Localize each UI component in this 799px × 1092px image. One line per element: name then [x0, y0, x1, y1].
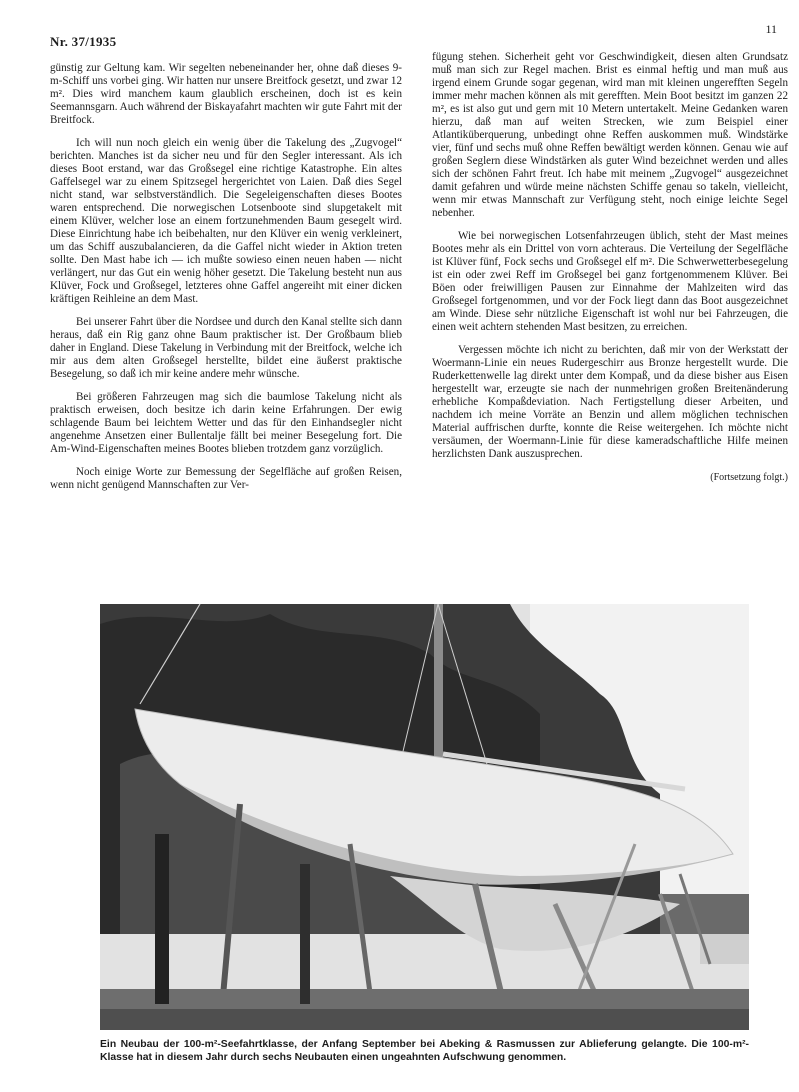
- right-column: [432, 51, 788, 484]
- paragraph: Noch einige Worte zur Bemessung der Segelfläche auf großen Reisen, wenn nicht genügend Mannschaften zur Ver-: [50, 466, 402, 491]
- paragraph: günstig zur Geltung kam. Wir segelten nebeneinander her, ohne daß dieses 9-m-Schiff uns vorbei ging. Wir hatten nur unsere Breitfock gesetzt, und zwar 12 m². Dies wird manchem kaum glaublich erscheinen, doch ist es kein Seemannsgarn. Auch während der Biskayafahrt machten wir gute Fahrt mit der Breitfock.: [50, 62, 402, 126]
- yacht-photo: [100, 604, 749, 1030]
- continuation-note: (Fortsetzung folgt.): [710, 472, 788, 483]
- paragraph: fügung stehen. Sicherheit geht vor Geschwindigkeit, diesen alten Grundsatz muß man sich zur Regel machen. Brist es einmal heftig und man muß aus irgend einem Grunde sogar gegenan, wird man mit kleinen ungerefften Segeln immer mehr machen können als mit gerefften. Mein Boot besitzt im ganzen 22 m², es ist also gut und gern mit 10 Metern untertakelt. Meine Gedanken waren hierzu, daß man auf weiten Strecken, wie zum Beispiel einer Atlantiküberquerung, unbedingt ohne Reffen auskommen muß. Windstärke vier, fünf und sechs muß ohne Reffen bewältigt werden können. Genau wie auf großen Seglern diese Windstärken als guter Wind bezeichnet werden und alles sich der schönen Fahrt freut. Ich habe mit meinem „Zugvogel“ ausgezeichnet damit gefahren und würde meine nächsten Schiffe genau so takeln, vielleicht, wenn mir etwas Mannschaft zur Verfügung steht, noch einige leichte Segel nebenher.: [432, 51, 788, 219]
- issue-number: Nr. 37/1935: [50, 34, 117, 49]
- paragraph: Vergessen möchte ich nicht zu berichten, daß mir von der Werkstatt der Woermann-Linie ein neues Rudergeschirr aus Bronze hergestellt wurde. Die Ruderkettenwelle lag direkt unter dem Kompaß, und da diese bisher aus Eisen hergestellt war, erzeugte sie nach der nunmehrigen großen Breitenänderung erhebliche Kompaßdeviation. Nach Fertigstellung dieser Arbeiten, und nachdem ich meine Vorräte an Benzin und allem möglichen technischen Material auffrischen durfte, konnte die Reise weitergehen. Ich möchte nicht versäumen, der Woermann-Linie für diese kameradschaftliche Hilfe meinen herzlichsten Dank auszusprechen.: [432, 344, 788, 460]
- paragraph: Wie bei norwegischen Lotsenfahrzeugen üblich, steht der Mast meines Bootes mehr als ein Drittel von vorn achteraus. Die Verteilung der Segelfläche ist Klüver fünf, Fock sechs und Großsegel elf m². Die Schwerwetterbesegelung ist ein oder zwei Reff im Großsegel bei ganz fortgenommenem Klüver. Bei Böen oder freiwilligen Pausen zur Einnahme der Mahlzeiten wird das Großsegel fortgenommen, und vor der Fock liegt dann das Boot ausgezeichnet am Winde. Diese sehr nützliche Eigenschaft ist wohl nur bei Fahrzeugen, die einen weit achtern stehenden Mast besitzen, zu erreichen.: [432, 230, 788, 333]
- page-number: 11: [765, 22, 777, 36]
- paragraph: Ich will nun noch gleich ein wenig über die Takelung des „Zugvogel“ berichten. Manches ist da sicher neu und für den Segler interessant. Als ich dieses Boot erstand, war das Großsegel eine richtige Katastrophe. Ein altes Gaffelsegel war zu einem Spitzsegel hergerichtet von Laien. Daß dies Segel nicht stand, war selbstverständlich. Die Segeleigenschaften dieses Bootes waren entsprechend. Die norwegischen Lotsenboote sind slupgetakelt mit einem Klüver, welcher lose an einem fortzunehmenden Baum gesegelt wird. Diese Einrichtung habe ich beibehalten, nur den Klüver ein wenig verkleinert, um das Schiff auszubalancieren, da die Gaffel nicht wieder in Aktion treten sollte. Den Mast habe ich — ich mußte sowieso einen neuen haben — nicht verlängert, nur das Gut ein wenig höher gesetzt. Die Takelung besteht nun aus Klüver, Fock und Großsegel, letzteres ohne Gaffel angereiht mit einer dicken kräftigen Reihleine an dem Mast.: [50, 137, 402, 305]
- paragraph: Bei unserer Fahrt über die Nordsee und durch den Kanal stellte sich dann heraus, daß ein Rig ganz ohne Baum praktischer ist. Der Großbaum blieb daher in England. Diese Takelung in Verbindung mit der Breitfock, welche ich mir aus dem alten Großsegel herstellte, bildet eine äußerst praktische Besegelung, so daß ich mir keine andere mehr wünsche.: [50, 316, 402, 380]
- photo-caption: Ein Neubau der 100-m²-Seefahrtklasse, der Anfang September bei Abeking & Rasmussen zur Ablieferung gelangte. Die 100-m²-Klasse hat in diesem Jahr durch sechs Neubauten einen ungeahnten Aufschwung genommen.: [100, 1039, 749, 1063]
- paragraph: Bei größeren Fahrzeugen mag sich die baumlose Takelung nicht als praktisch erweisen, doch besitze ich darin keine Erfahrungen. Der ewig schlagende Baum bei leichtem Wetter und das für den Einhandsegler nicht angenehme Ansetzen einer Bullentalje fällt bei meiner Besegelung fort. Die Am-Wind-Eigenschaften meines Bootes blieben trotzdem ganz vorzüglich.: [50, 391, 402, 455]
- left-column: [50, 62, 402, 502]
- yacht-hull-illustration: [100, 604, 749, 1030]
